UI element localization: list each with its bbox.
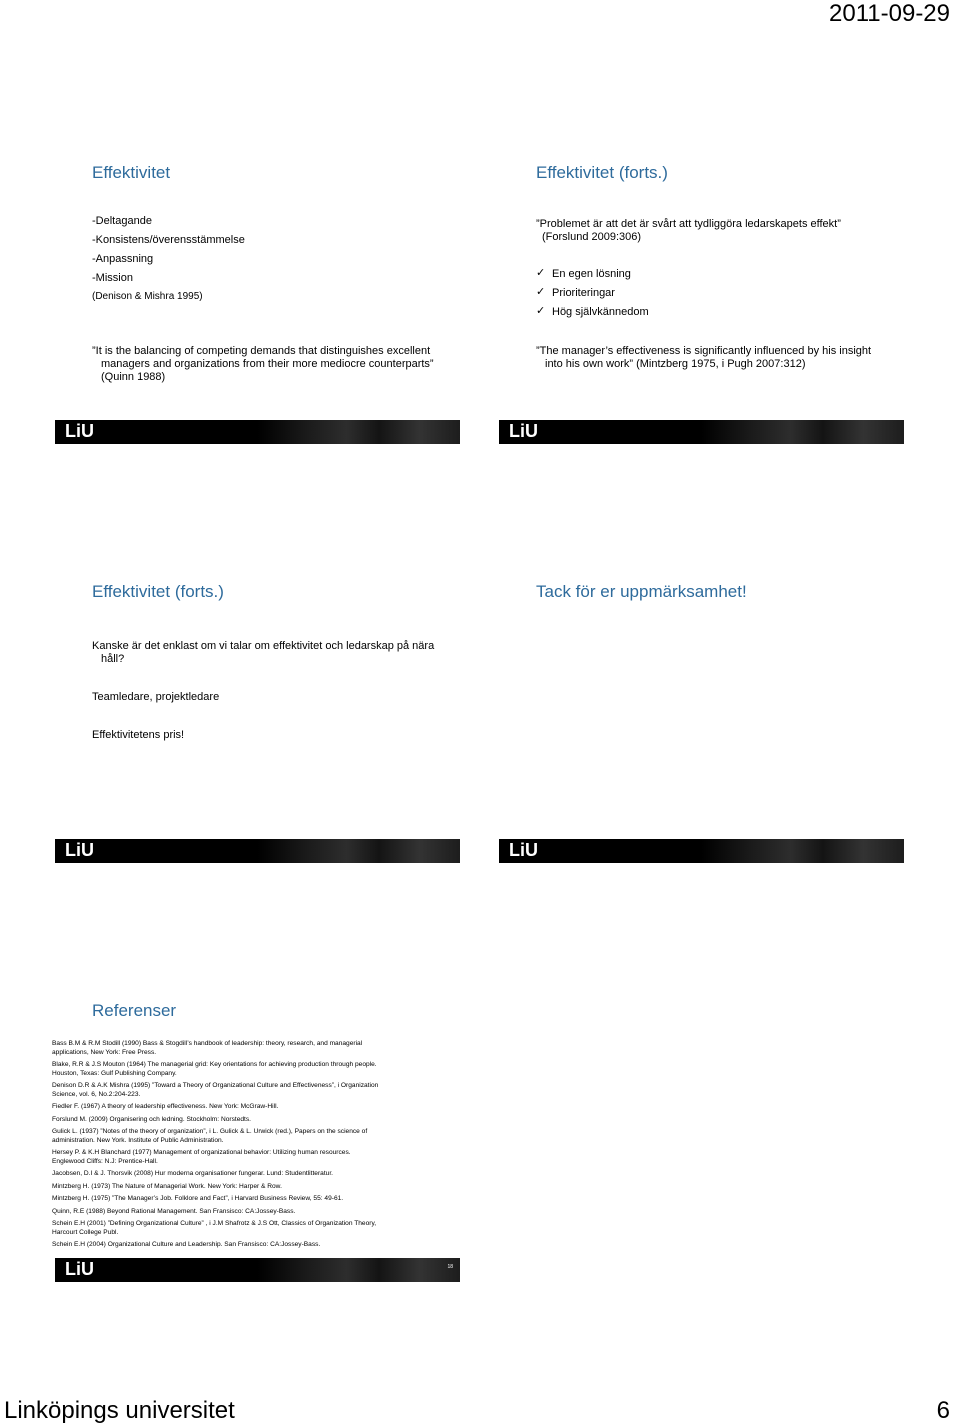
- reference-item: Schein E.H (2004) Organizational Culture and Leadership. San Fransisco: CA:Jossey-Bass.: [52, 1241, 321, 1248]
- liu-logo: LiU: [65, 1259, 94, 1279]
- source-citation: (Denison & Mishra 1995): [92, 291, 203, 302]
- footer-page-number: 6: [936, 1397, 950, 1424]
- slide-body-line: Kanske är det enklast om vi talar om effektivitet och ledarskap på nära håll?: [92, 640, 435, 665]
- bullet-line: -Deltagande: [92, 215, 152, 227]
- reference-item: Schein E.H (2001) ”Defining Organizational Culture” , i J.M Shafrotz & J.S Ott, Classics of Organization Theory, Harcourt College Publ.: [52, 1220, 377, 1236]
- liu-footer-bar: [499, 839, 904, 863]
- quote: ”It is the balancing of competing demands that distinguishes excellent managers and organizations from their more mediocre counterparts” (Quinn 1988): [92, 345, 434, 383]
- slide-title: Effektivitet: [92, 163, 171, 182]
- reference-item: Gulick L. (1937) ”Notes of the theory of organization”, i L. Gulick & L. Urwick (red.), Papers on the science of administration. New York. Institute of Public Administration.: [52, 1128, 368, 1144]
- date-header: 2011-09-29: [829, 0, 950, 27]
- slide-title: Referenser: [92, 1001, 177, 1020]
- slide-title: Effektivitet (forts.): [92, 582, 224, 601]
- reference-item: Fiedler F. (1967) A theory of leadership effectiveness. New York: McGraw-Hill.: [52, 1103, 279, 1110]
- liu-logo: LiU: [65, 840, 94, 860]
- liu-logo: LiU: [509, 840, 538, 860]
- reference-item: Hersey P. & K.H Blanchard (1977) Management of organizational behavior: Utilizing human resources. Englewood Cliffs: N.J: Prentice-Hall.: [52, 1149, 351, 1165]
- slide-2: [499, 0, 904, 441]
- liu-footer-bar: [55, 1258, 460, 1282]
- check-item: ✓ Prioriteringar: [536, 287, 876, 300]
- bullet-line: -Mission: [92, 272, 133, 284]
- reference-item: Mintzberg H. (1975) ”The Manager’s Job. Folklore and Fact”, i Harvard Business Review, 55: 49-61.: [52, 1195, 344, 1202]
- bullet-line: -Konsistens/överensstämmelse: [92, 234, 245, 246]
- slide-body-line: Teamledare, projektledare: [92, 691, 220, 703]
- footer-institution: Linköpings universitet: [4, 1397, 235, 1424]
- reference-item: Forslund M. (2009) Organisering och ledning. Stockholm: Norstedts.: [52, 1115, 252, 1123]
- slide-body: [92, 215, 245, 309]
- slide-title: Tack för er uppmärksamhet!: [536, 582, 747, 601]
- liu-logo: LiU: [509, 421, 538, 441]
- reference-item: Jacobsen, D.I & J. Thorsvik (2008) Hur moderna organisationer fungerar. Lund: Studentlitteratur.: [52, 1170, 333, 1177]
- reference-list: [52, 1040, 382, 1254]
- slide-4: [499, 419, 904, 860]
- bullet-line: -Anpassning: [92, 253, 154, 265]
- intro-quote: ”Problemet är att det är svårt att tydliggöra ledarskapets effekt” (Forslund 2009:306): [536, 218, 841, 243]
- slide-1: [55, 0, 460, 441]
- slide-body-line: Effektivitetens pris!: [92, 729, 185, 741]
- liu-logo: LiU: [65, 421, 94, 441]
- slide-title: Effektivitet (forts.): [536, 163, 668, 182]
- slide-page-number: 18: [447, 1264, 453, 1270]
- check-item: ✓ Hög självkännedom: [536, 306, 876, 319]
- reference-item: Quinn, R.E (1988) Beyond Rational Management. San Fransisco: CA:Jossey-Bass.: [52, 1207, 296, 1215]
- reference-item: Blake, R.R & J.S Mouton (1964) The managerial grid: Key orientations for achieving production through people. Houston, Texas: Gulf Publishing Company.: [52, 1061, 377, 1077]
- slide-3: [55, 419, 460, 860]
- reference-item: Bass B.M & R.M Stodill (1990) Bass & Stogdill’s handbook of leadership: theory, research, and managerial applications, New York: Free Press.: [52, 1040, 363, 1056]
- reference-item: Denison D.R & A.K Mishra (1995) ”Toward a Theory of Organizational Culture and Effectiveness”, i Organization Science, vol. 6, No.2:204-223.: [52, 1082, 379, 1098]
- reference-item: Mintzberg H. (1973) The Nature of Managerial Work. New York: Harper & Row.: [52, 1182, 282, 1190]
- quote: ”The manager’s effectiveness is significantly influenced by his insight into his own work” (Mintzberg 1975, i Pugh 2007:312): [536, 345, 872, 370]
- check-item: ✓ En egen lösning: [536, 268, 876, 281]
- check-list: [536, 268, 876, 325]
